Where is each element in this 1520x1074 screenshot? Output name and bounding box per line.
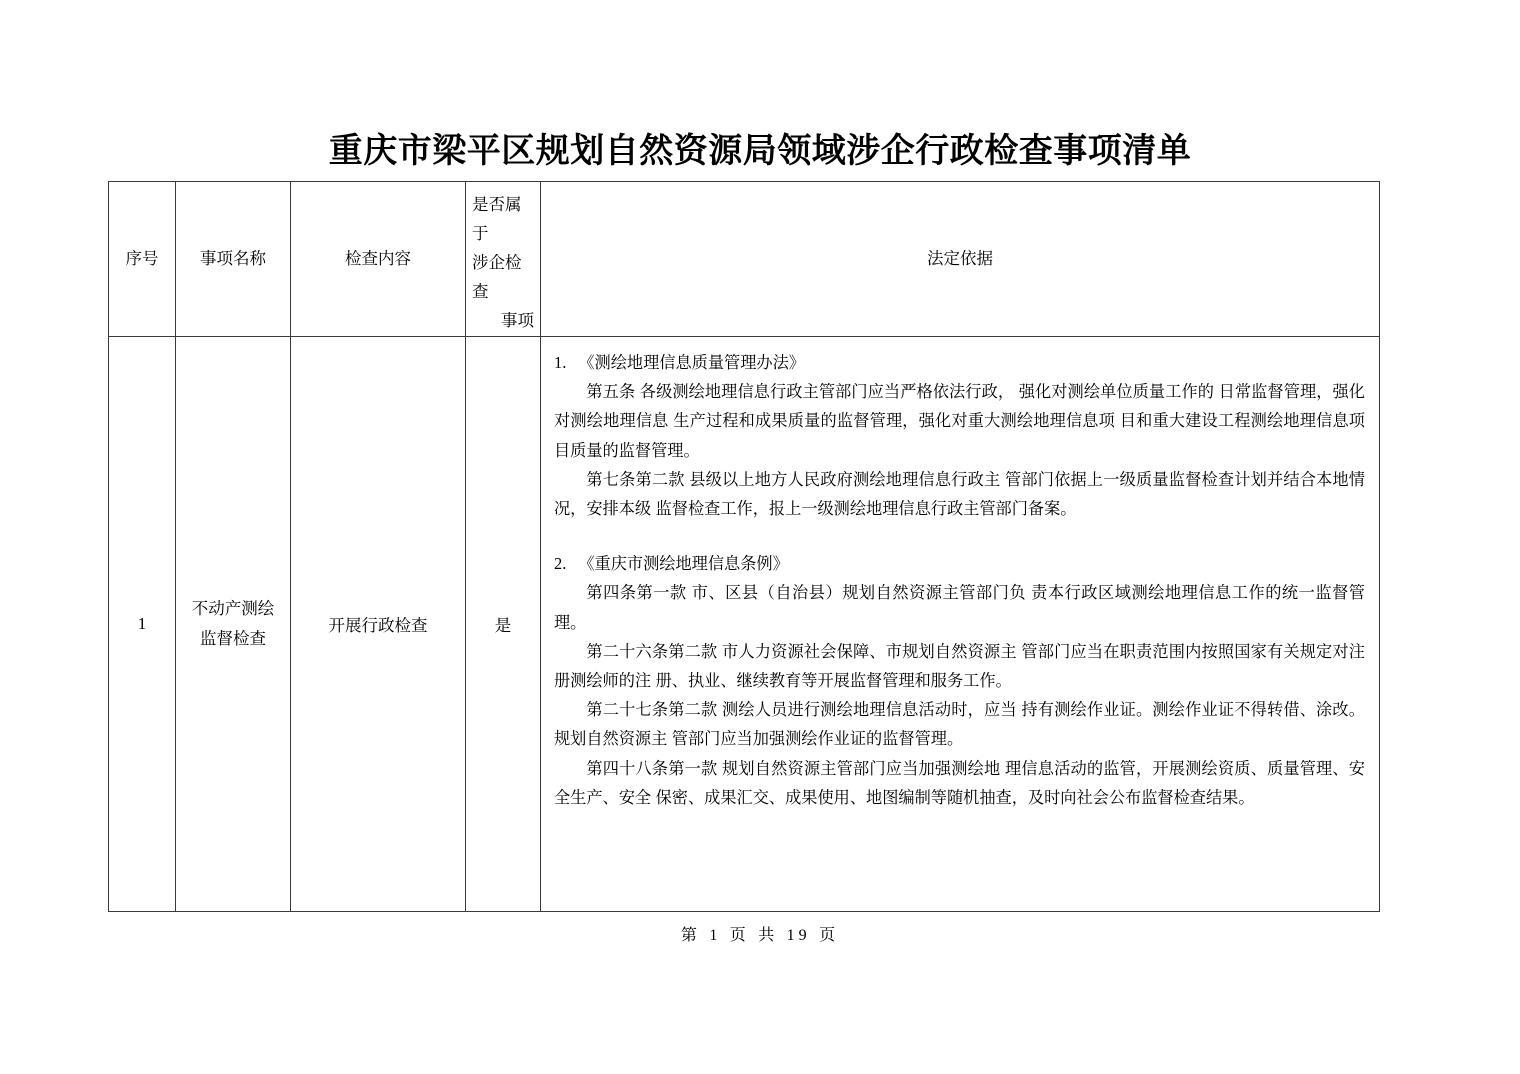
cell-legal-basis (541, 337, 1380, 912)
inspection-items-table (108, 181, 1380, 912)
legal-basis-block (554, 549, 1365, 813)
footer-suffix: 页 (819, 927, 840, 944)
legal-basis-number: 1. (554, 353, 567, 372)
column-header-check-content: 检查内容 (291, 182, 466, 337)
footer-prefix: 第 (680, 927, 701, 944)
legal-basis-law-name: 《测绘地理信息质量管理办法》 (578, 354, 805, 372)
column-header-index: 序号 (109, 182, 176, 337)
table-header-row (109, 182, 1380, 337)
page-title: 重庆市梁平区规划自然资源局领域涉企行政检查事项清单 (328, 131, 1192, 170)
legal-basis-paragraph: 第四十八条第一款 规划自然资源主管部门应当加强测绘地 理信息活动的监管，开展测绘资质、质量管理、安全生产、安全 保密、成果汇交、成果使用、地图编制等随机抽查，及时向社会公布监督检查结果。 (554, 759, 1365, 807)
legal-basis-law-name: 《重庆市测绘地理信息条例》 (578, 555, 789, 574)
legal-basis-block (554, 348, 1365, 524)
column-header-item-name: 事项名称 (176, 182, 291, 337)
table-row (109, 337, 1380, 912)
enterprise-flag-header-line-3: 涉企检 (472, 254, 522, 272)
enterprise-flag-header-line-1: 是否属 (472, 196, 522, 214)
legal-basis-paragraph: 第四条第一款 市、区县（自治县）规划自然资源主管部门负 责本行政区域测绘地理信息工作的统一监督管理。 (554, 584, 1365, 632)
legal-basis-title (554, 348, 1365, 378)
cell-item-name: 不动产测绘监督检查 (176, 337, 291, 912)
enterprise-flag-header-line-2: 于 (472, 225, 489, 243)
column-header-enterprise-flag (466, 182, 541, 337)
legal-basis-paragraph: 第七条第二款 县级以上地方人民政府测绘地理信息行政主 管部门依据上一级质量监督检查计划并结合本地情况，安排本级 监督检查工作，报上一级测绘地理信息行政主管部门备案。 (554, 470, 1365, 519)
enterprise-flag-header-line-4: 查 (472, 283, 489, 301)
footer-current-page: 1 (709, 927, 722, 944)
page-footer (0, 922, 1520, 945)
footer-total-pages: 19 (786, 927, 811, 944)
legal-basis-number: 2. (554, 554, 567, 574)
footer-middle: 页 共 (729, 927, 779, 944)
enterprise-flag-header-line-5: 事项 (501, 312, 534, 330)
legal-basis-paragraph: 第五条 各级测绘地理信息行政主管部门应当严格依法行政， 强化对测绘单位质量工作的 日常监督管理，强化对测绘地理信息 生产过程和成果质量的监督管理，强化对重大测绘地理信息项 目和重大建设工程测绘地理信息项目质量的监督管理。 (554, 383, 1365, 460)
legal-basis-paragraph: 第二十七条第二款 测绘人员进行测绘地理信息活动时，应当 持有测绘作业证。测绘作业证不得转借、涂改。规划自然资源主 管部门应当加强测绘作业证的监督管理。 (554, 701, 1365, 749)
legal-basis-paragraph: 第二十六条第二款 市人力资源社会保障、市规划自然资源主 管部门应当在职责范围内按照国家有关规定对注册测绘师的注 册、执业、继续教育等开展监督管理和服务工作。 (554, 642, 1365, 691)
column-header-legal-basis: 法定依据 (541, 182, 1380, 337)
legal-basis-title (554, 549, 1365, 579)
cell-check-content: 开展行政检查 (291, 337, 466, 912)
cell-enterprise-flag: 是 (466, 337, 541, 912)
cell-index: 1 (109, 337, 176, 912)
